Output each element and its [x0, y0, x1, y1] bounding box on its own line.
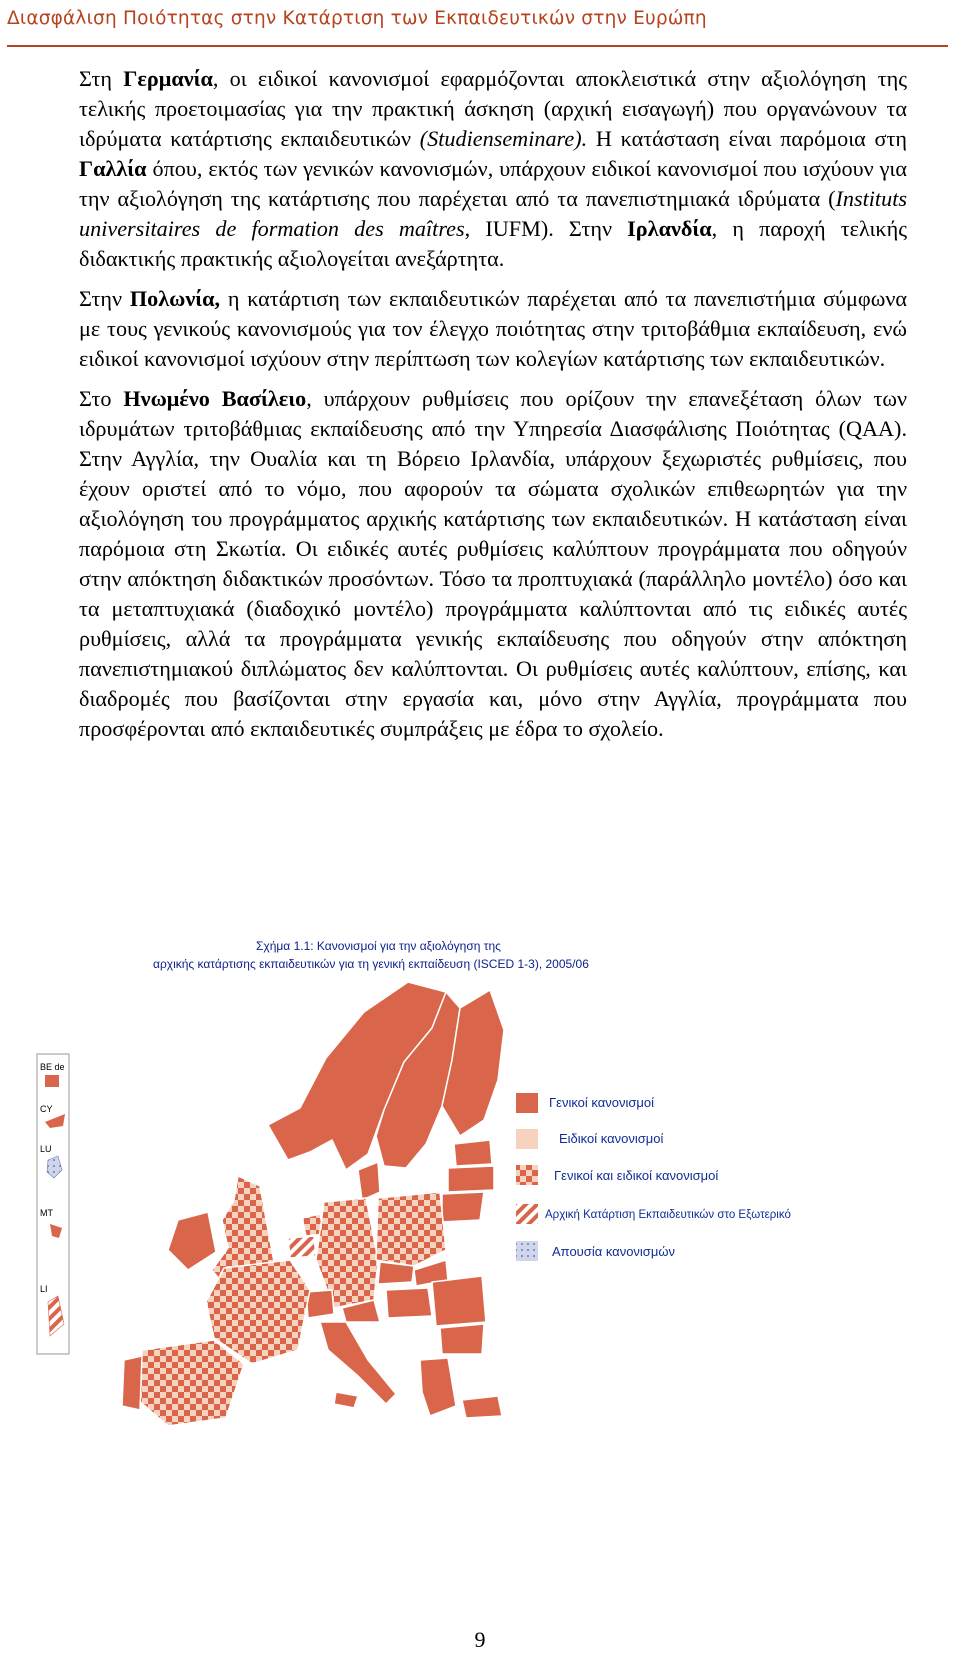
text-run: Στο [79, 386, 124, 411]
header-rule [7, 45, 948, 47]
paragraph-poland [79, 284, 907, 374]
region-estonia [454, 1140, 492, 1166]
figure-title-line2: αρχικής κατάρτισης εκπαιδευτικών για τη γενική εκπαίδευση (ISCED 1-3), 2005/06 [153, 957, 589, 971]
inset-label-lu: LU [40, 1144, 52, 1154]
legend-label-no-regulations: Απουσία κανονισμών [552, 1244, 675, 1259]
text-run: όπου, εκτός των γενικών κανονισμών, υπάρχουν ειδικοί κανονισμοί που ισχύουν για την αξιολόγηση της κατάρτισης που παρέχεται από τα πανεπιστημιακά ιδρύματα ( [79, 156, 907, 211]
term-iufm: Instituts universitaires de formation des maîtres [79, 186, 907, 241]
region-bulgaria [440, 1324, 484, 1354]
text-run: Η κατάσταση είναι παρόμοια στη [587, 126, 907, 151]
country-united-kingdom: Ηνωμένο Βασίλειο [123, 386, 307, 411]
paragraph-united-kingdom [79, 384, 907, 744]
legend-label-specific: Ειδικοί κανονισμοί [559, 1131, 664, 1146]
region-belgium [288, 1236, 316, 1258]
page-number: 9 [474, 1627, 486, 1652]
region-aegean-islands [462, 1396, 502, 1418]
country-ireland: Ιρλανδία [627, 216, 712, 241]
legend-label-general-and-specific: Γενικοί και ειδικοί κανονισμοί [554, 1168, 719, 1183]
inset-panel [37, 1054, 69, 1354]
text-run: , IUFM). Στην [464, 216, 628, 241]
country-poland: Πολωνία, [129, 286, 221, 311]
legend-swatch-general [516, 1093, 538, 1113]
region-switzerland [306, 1290, 334, 1318]
europe-map-figure [28, 930, 880, 1550]
region-spain [138, 1340, 244, 1426]
text-run: η κατάρτιση των εκπαιδευτικών παρέχεται από τα πανεπιστήμια σύμφωνα με τους γενικούς κανονισμούς για τον έλεγχο ποιότητας στην τριτοβάθμια εκπαίδευση, ενώ ειδικοί κανονισμοί ισχύουν στην περίπτωση των κολεγίων κατάρτισης των εκπαιδευτικών. [79, 286, 907, 371]
legend-label-general: Γενικοί κανονισμοί [549, 1095, 655, 1110]
inset-label-cy: CY [40, 1104, 53, 1114]
country-germany: Γερμανία [123, 66, 213, 91]
figure-map [28, 930, 880, 1550]
running-header: Διασφάλιση Ποιότητας στην Κατάρτιση των Εκπαιδευτικών στην Ευρώπη [7, 8, 707, 29]
paragraph-germany-france-ireland [79, 64, 907, 274]
region-portugal [122, 1356, 142, 1410]
region-lithuania [442, 1192, 484, 1222]
body-text [79, 64, 907, 754]
text-run: , οι ειδικοί κανονισμοί εφαρμόζονται αποκλειστικά στην αξιολόγηση της τελικής προετοιμασίας για την πρακτική άσκηση (αρχική εισαγωγή) που οργανώνουν τα ιδρύματα κατάρτισης εκπαιδευτικών [79, 66, 907, 151]
region-hungary [386, 1288, 432, 1318]
region-romania [432, 1276, 486, 1326]
country-france: Γαλλία [79, 156, 147, 181]
region-poland [376, 1192, 446, 1266]
region-czech-republic [378, 1262, 414, 1284]
text-run: , η παροχή τελικής διδακτικής πρακτικής αξιολογείται ανεξάρτητα. [79, 216, 908, 271]
term-studienseminare: (Studienseminare). [419, 126, 588, 151]
inset-label-mt: MT [40, 1208, 53, 1218]
inset-shape-be-de [45, 1075, 59, 1087]
inset-label-li: LI [40, 1284, 48, 1294]
inset-label-be-de: BE de [40, 1062, 65, 1072]
legend-swatch-abroad [516, 1204, 538, 1224]
legend-swatch-no-regulations [516, 1241, 538, 1261]
legend-swatch-specific [516, 1129, 538, 1149]
legend-swatch-general-and-specific [516, 1165, 538, 1185]
text-run: Στην [79, 286, 130, 311]
legend-label-abroad: Αρχική Κατάρτιση Εκπαιδευτικών στο Εξωτερικό [545, 1209, 791, 1221]
text-run: Στη [79, 66, 124, 91]
region-latvia [448, 1166, 494, 1192]
text-run: , υπάρχουν ρυθμίσεις που ορίζουν την επανεξέταση όλων των ιδρυμάτων τριτοβάθμιας εκπαίδευσης από την Υπηρεσία Διασφάλισης Ποιότητας (QAA). Στην Αγγλία, την Ουαλία και τη Βόρειο Ιρλανδία, υπάρχουν ξεχωριστές ρυθμίσεις, που έχουν οριστεί από το νόμο, που αφορούν τα σώματα σχολικών επιθεωρητών για την αξιολόγηση του προγράμματος αρχικής κατάρτισης των εκπαιδευτικών. Η κατάσταση είναι παρόμοια στη Σκωτία. Οι ειδικές αυτές ρυθμίσεις καλύπτουν προγράμματα που οδηγούν στην απόκτηση διδακτικών προσόντων. Τόσο τα προπτυχιακά (παράλληλο μοντέλο) όσο και τα μεταπτυχιακά (διαδοχικό μοντέλο) προγράμματα καλύπτονται από τις ειδικές αυτές ρυθμίσεις, αλλά τα προγράμματα γενικής εκπαίδευσης που οδηγούν στην απόκτηση πανεπιστημιακού διπλώματος δεν καλύπτονται. Οι ρυθμίσεις αυτές καλύπτουν, επίσης, και διαδρομές που βασίζονται στην εργασία και, μόνο στην Αγγλία, προγράμματα που προσφέρονται από εκπαιδευτικές συμπράξεις με έδρα το σχολείο. [79, 386, 907, 741]
figure-title-line1: Σχήμα 1.1: Κανονισμοί για την αξιολόγηση της [256, 939, 501, 953]
